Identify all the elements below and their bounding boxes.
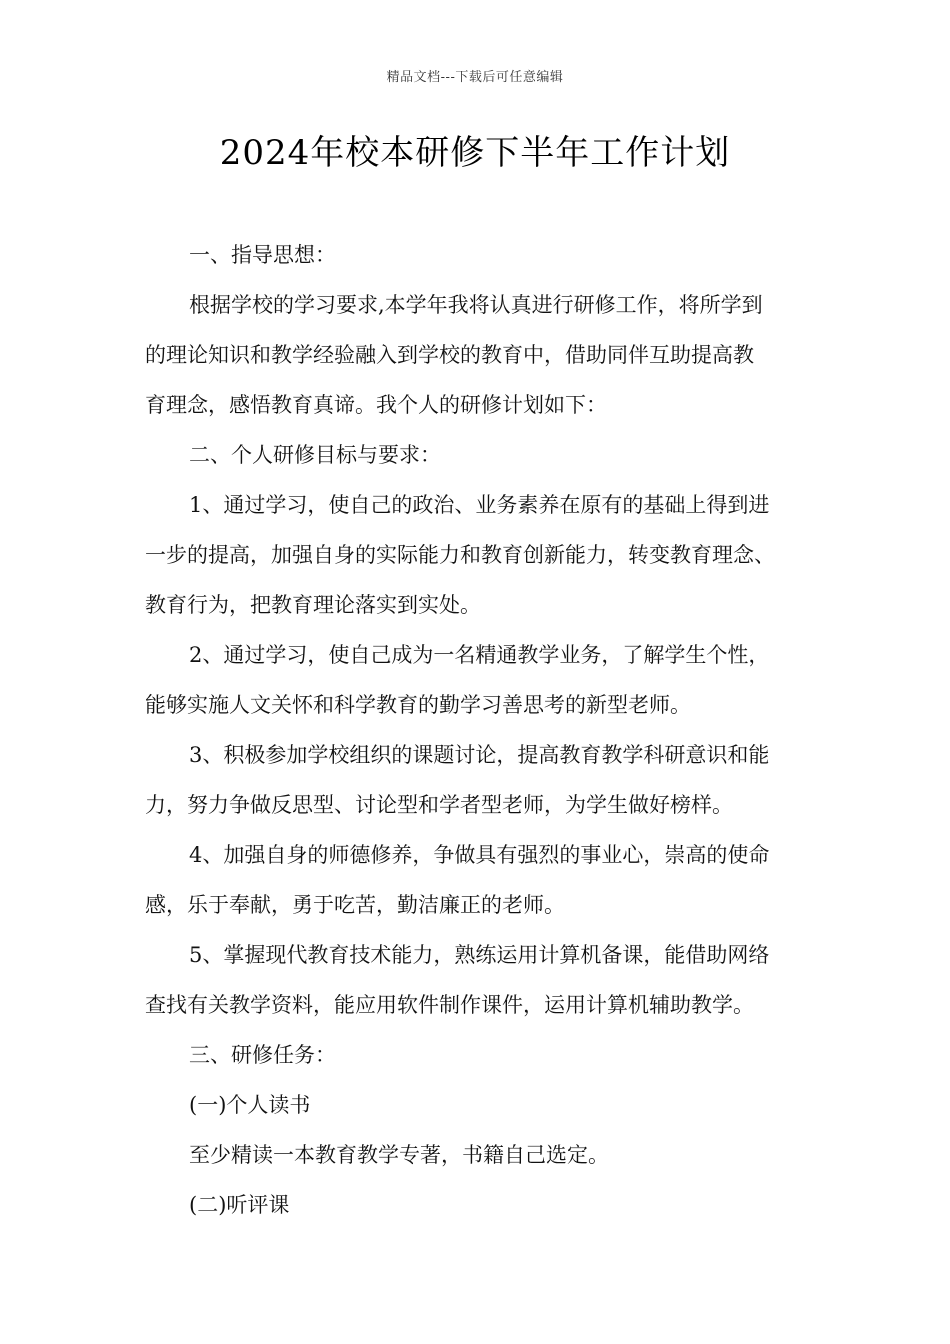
paragraph-line: 一、指导思想： — [189, 243, 336, 267]
document-title: 2024年校本研修下半年工作计划 — [219, 133, 731, 173]
page-header: 精品文档---下载后可任意编辑 — [386, 70, 564, 85]
paragraph-line: 查找有关教学资料，能应用软件制作课件，运用计算机辅助教学。 — [145, 993, 754, 1017]
paragraph-line: 能够实施人文关怀和科学教育的勤学习善思考的新型老师。 — [145, 693, 691, 717]
paragraph-line: 一步的提高，加强自身的实际能力和教育创新能力，转变教育理念、 — [145, 543, 775, 567]
paragraph-line: 三、研修任务： — [189, 1043, 336, 1067]
paragraph-line: 的理论知识和教学经验融入到学校的教育中，借助同伴互助提高教 — [145, 343, 754, 367]
document-body — [145, 230, 825, 1230]
paragraph-line: 1、通过学习，使自己的政治、业务素养在原有的基础上得到进 — [189, 493, 770, 517]
paragraph-line: 教育行为，把教育理论落实到实处。 — [145, 593, 481, 617]
paragraph-line: 根据学校的学习要求,本学年我将认真进行研修工作，将所学到 — [189, 293, 763, 317]
paragraph-line: 3、积极参加学校组织的课题讨论，提高教育教学科研意识和能 — [189, 743, 770, 767]
paragraph-line: 力，努力争做反思型、讨论型和学者型老师，为学生做好榜样。 — [145, 793, 733, 817]
paragraph-line: 育理念，感悟教育真谛。我个人的研修计划如下： — [145, 393, 607, 417]
paragraph-line: 二、个人研修目标与要求： — [189, 443, 441, 467]
paragraph-line: 5、掌握现代教育技术能力，熟练运用计算机备课，能借助网络 — [189, 943, 770, 967]
paragraph-line: 4、加强自身的师德修养，争做具有强烈的事业心，崇高的使命 — [189, 843, 770, 867]
paragraph-line: 至少精读一本教育教学专著，书籍自己选定。 — [189, 1143, 609, 1167]
paragraph-line: 2、通过学习，使自己成为一名精通教学业务，了解学生个性， — [189, 643, 770, 667]
paragraph-line: (一)个人读书 — [189, 1093, 311, 1117]
paragraph-line: (二)听评课 — [189, 1193, 290, 1217]
paragraph-line: 感，乐于奉献，勇于吃苦，勤洁廉正的老师。 — [145, 893, 565, 917]
